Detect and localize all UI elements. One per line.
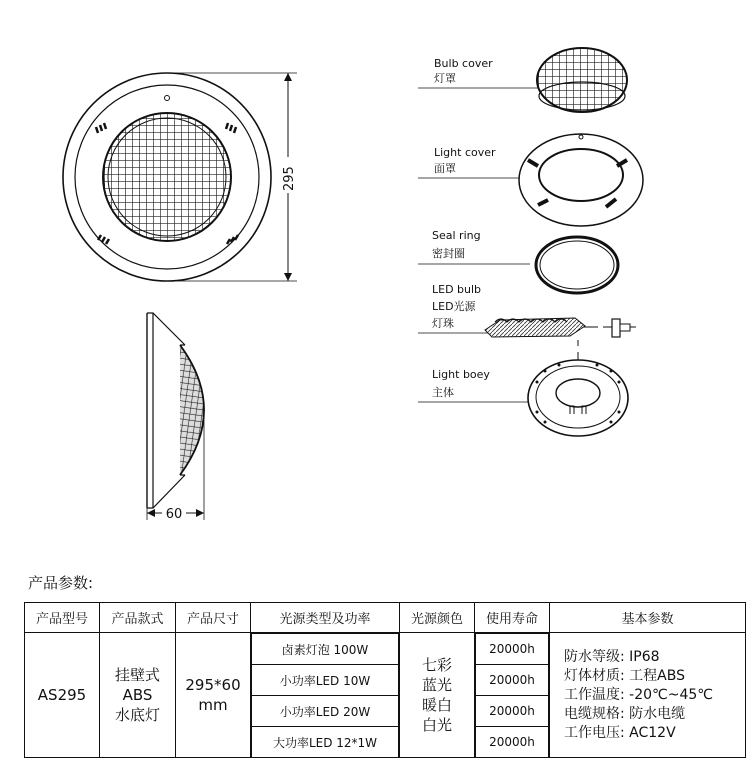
- led-bulb-label-zh2: 灯珠: [432, 317, 454, 330]
- model-cell: AS295: [25, 633, 100, 758]
- light-cover-label-en: Light cover: [434, 146, 496, 159]
- light-type-item: 大功率LED 12*1W: [252, 727, 399, 758]
- header-size: 产品尺寸: [176, 603, 251, 633]
- color-item: 暖白: [421, 696, 452, 714]
- led-bulb-part: [485, 318, 636, 346]
- spec-table: [24, 602, 746, 758]
- style-cell: [100, 633, 176, 758]
- depth-label: 60: [165, 507, 183, 522]
- style-line: 挂壁式: [114, 666, 160, 684]
- side-view: [147, 313, 204, 522]
- light-cover-label-zh: 面罩: [434, 162, 456, 175]
- size-cell: [176, 633, 251, 758]
- basic-param: 工作温度: -20℃~45℃: [564, 686, 714, 703]
- params-title: 产品参数:: [28, 574, 94, 592]
- header-light-type: 光源类型及功率: [251, 603, 400, 633]
- basic-param: 灯体材质: 工程ABS: [564, 667, 685, 684]
- bulb-cover-label-zh: 灯罩: [434, 72, 456, 85]
- part-labels: [418, 57, 538, 402]
- seal-ring-label-en: Seal ring: [432, 229, 481, 242]
- light-type-cell: [251, 633, 400, 758]
- header-life: 使用寿命: [475, 603, 550, 633]
- size-line: 295*60: [185, 676, 241, 694]
- light-body-label-en: Light boey: [432, 368, 490, 381]
- life-item: 20000h: [476, 696, 549, 727]
- header-model: 产品型号: [25, 603, 100, 633]
- diameter-label: 295: [282, 166, 297, 191]
- basic-param: 电缆规格: 防水电缆: [564, 705, 686, 722]
- life-item: 20000h: [476, 665, 549, 696]
- spec-data-row: [25, 633, 746, 758]
- light-cover-part: [519, 134, 643, 226]
- seal-ring-part: [536, 237, 618, 293]
- bulb-cover-part: [537, 48, 627, 112]
- basic-params-cell: [550, 633, 746, 758]
- color-item: 七彩: [421, 656, 452, 674]
- spec-header-row: [25, 603, 746, 633]
- header-basic: 基本参数: [550, 603, 746, 633]
- light-type-item: 小功率LED 20W: [252, 696, 399, 727]
- color-item: 蓝光: [421, 676, 452, 694]
- led-bulb-label-en: LED bulb: [432, 283, 482, 296]
- basic-param: 防水等级: IP68: [564, 648, 660, 665]
- light-body-part: [528, 352, 628, 436]
- light-body-label-zh: 主体: [432, 386, 454, 399]
- life-item: 20000h: [476, 727, 549, 758]
- led-bulb-label-zh: LED光源: [432, 300, 476, 313]
- color-cell: [400, 633, 475, 758]
- life-item: 20000h: [476, 634, 549, 665]
- header-color: 光源颜色: [400, 603, 475, 633]
- front-view: [63, 73, 297, 281]
- color-item: 白光: [421, 716, 452, 734]
- seal-ring-label-zh: 密封圈: [432, 247, 465, 260]
- header-style: 产品款式: [100, 603, 176, 633]
- size-line: mm: [198, 696, 228, 714]
- bulb-cover-label-en: Bulb cover: [434, 57, 493, 70]
- life-cell: [475, 633, 550, 758]
- style-line: 水底灯: [114, 706, 160, 724]
- style-line: ABS: [122, 686, 153, 704]
- basic-param: 工作电压: AC12V: [564, 724, 676, 741]
- light-type-item: 卤素灯泡 100W: [252, 634, 399, 665]
- light-type-item: 小功率LED 10W: [252, 665, 399, 696]
